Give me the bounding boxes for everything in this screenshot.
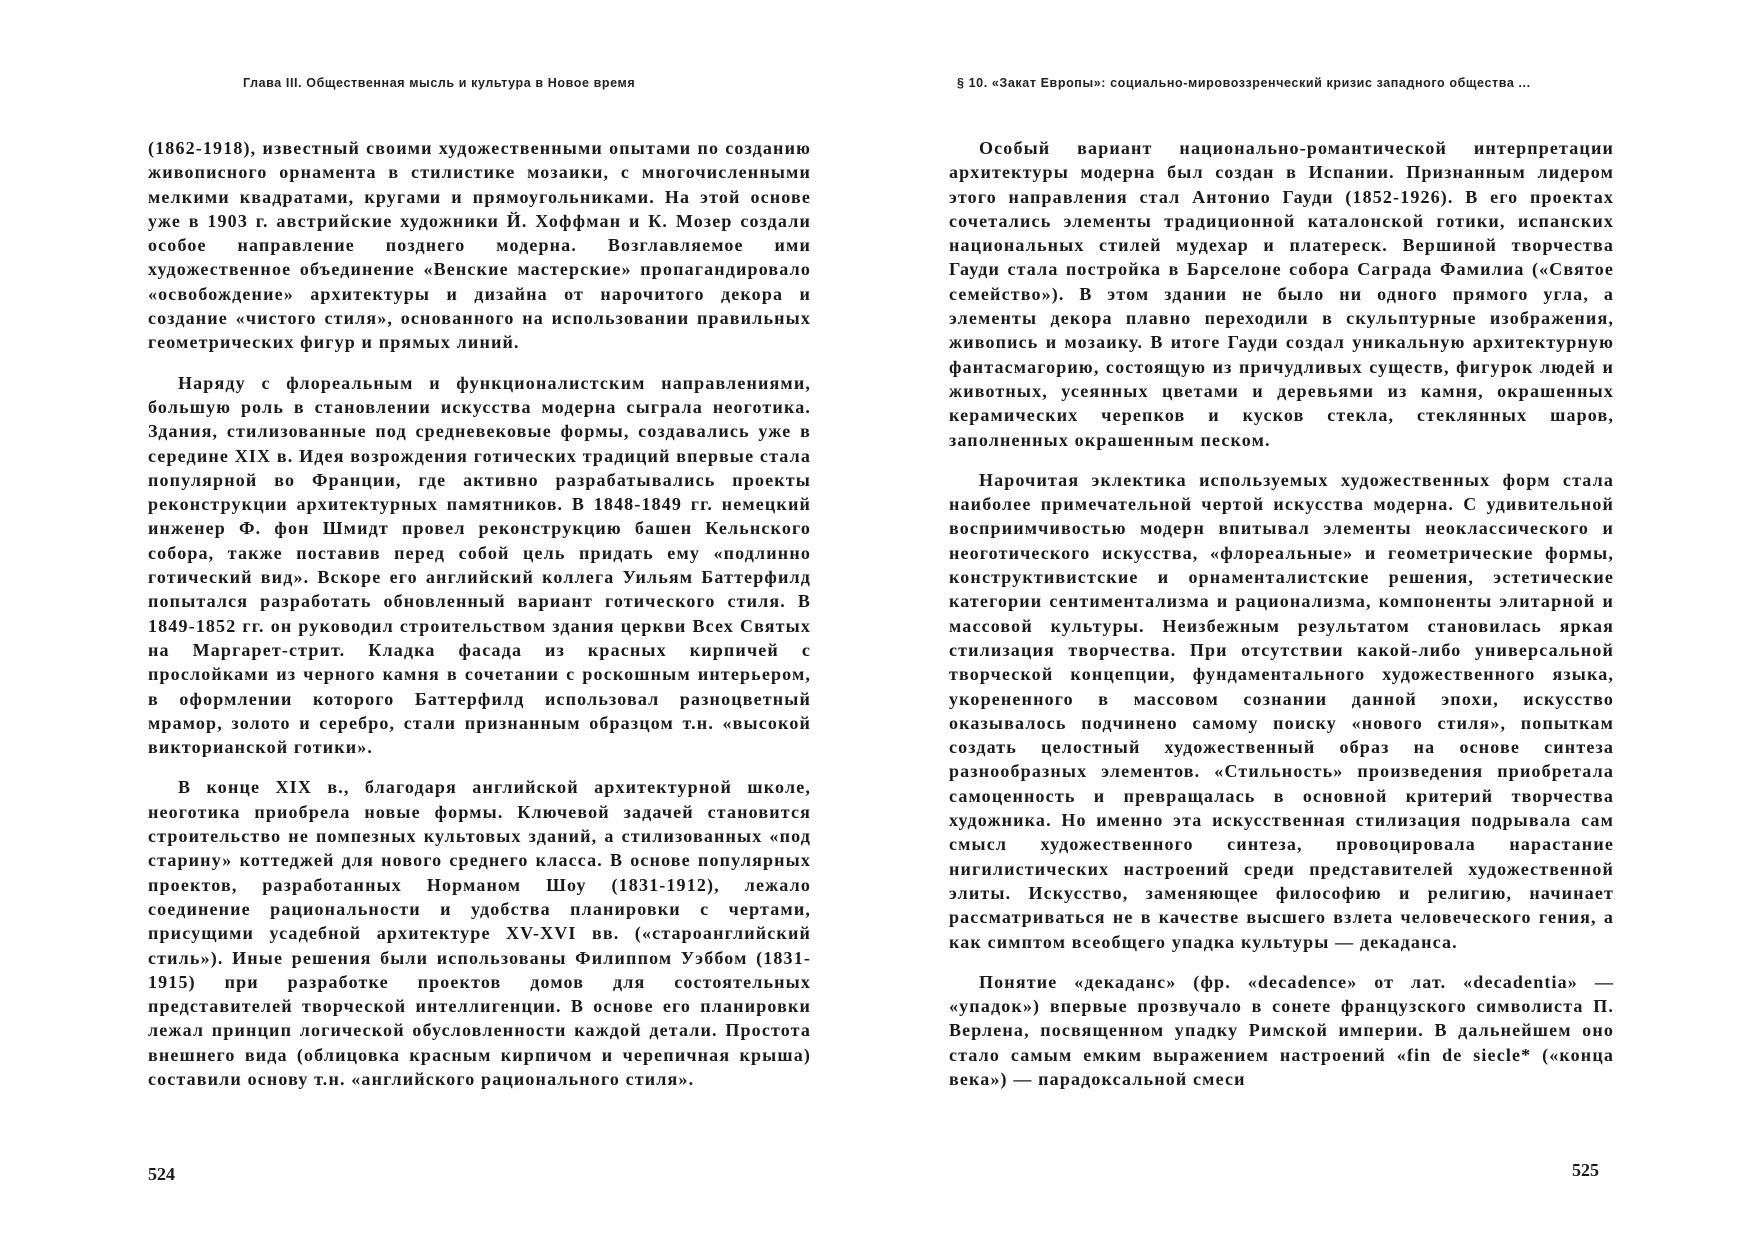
- paragraph: Особый вариант национально-романтической интерпретации архитектуры модерна был создан в Испании. Признанным лидером этого направления стал Антонио Гауди (1852-1926). В его проектах сочетались элементы традиционной каталонской готики, испанских национальных стилей мудехар и платереск. Вершиной творчества Гауди стала постройка в Барселоне собора Саграда Фамилиа («Святое семейство»). В этом здании не было ни одного прямого угла, а элементы декора плавно переходили в скульптурные изображения, живопись и мозаику. В итоге Гауди создал уникальную архитектурную фантасмагорию, состоящую из причудливых существ, фигурок людей и животных, усеянных цветами и деревьями из камня, окрашенных керамических черепков и кусков стекла, стеклянных шаров, заполненных окрашенным песком.: [949, 138, 1614, 450]
- paragraph: Наряду с флореальным и функционалистским направлениями, большую роль в становлении искусства модерна сыграла неоготика. Здания, стилизованные под средневековые формы, создавались уже в середине XIX в. Идея возрождения готических традиций впервые стала популярной во Франции, где активно разрабатывались проекты реконструкции архитектурных памятников. В 1848-1849 гг. немецкий инженер Ф. фон Шмидт провел реконструкцию башен Кельнского собора, также поставив перед собой цель придать ему «подлинно готический вид». Вскоре его английский коллега Уильям Баттерфилд попытался разработать обновленный вариант готического стиля. В 1849-1852 гг. он руководил строительством здания церкви Всех Святых на Маргарет-стрит. Кладка фасада из красных кирпичей с прослойками из черного камня в сочетании с роскошным интерьером, в оформлении которого Баттерфилд использовал разноцветный мрамор, золото и серебро, стали признанным образцом т.н. «высокой викторианской готики».: [148, 372, 811, 758]
- paragraph: (1862-1918), известный своими художественными опытами по созданию живописного орнамента в стилистике мозаики, с многочисленными мелкими квадратами, кругами и прямоугольниками. На этой основе уже в 1903 г. австрийские художники Й. Хоффман и К. Мозер создали особое направление позднего модерна. Возглавляемое ими художественное объединение «Венские мастерские» пропагандировало «освобождение» архитектуры и дизайна от нарочитого декора и создание «чистого стиля», основанного на использовании правильных геометрических фигур и прямых линий.: [148, 138, 811, 353]
- body-text: [148, 136, 811, 1107]
- page-number: 524: [148, 1164, 175, 1184]
- paragraph: В конце XIX в., благодаря английской архитектурной школе, неоготика приобрела новые формы. Ключевой задачей становится строительство не помпезных культовых зданий, а стилизованных «под старину» коттеджей для нового среднего класса. В основе популярных проектов, разработанных Норманом Шоу (1831-1912), лежало соединение рациональности и удобства планировки с чертами, присущими усадебной архитектуре XV-XVI вв. («староанглийский стиль»). Иные решения были использованы Филиппом Уэббом (1831-1915) при разработке проектов домов для состоятельных представителей творческой интеллигенции. В основе его планировки лежал принцип логической обусловленности каждой детали. Простота внешнего вида (облицовка красным кирпичом и черепичная крыша) составили основу т.н. «английского рационального стиля».: [148, 777, 811, 1089]
- running-head: § 10. «Закат Европы»: социально-мировоззренческий кризис западного общества ...: [957, 76, 1531, 90]
- running-head: Глава III. Общественная мысль и культура в Новое время: [243, 76, 636, 90]
- right-page: [877, 0, 1754, 1239]
- body-text: [949, 136, 1614, 1107]
- paragraph: Понятие «декаданс» (фр. «decadence» от лат. «decadentia» — «упадок») впервые прозвучало в сонете французского символиста П. Верлена, посвященном упадку Римской империи. В дальнейшем оно стало самым емким выражением настроений «fin de siecle* («конца века») — парадоксальной смеси: [949, 971, 1614, 1089]
- page-number: 525: [1572, 1160, 1599, 1180]
- paragraph: Нарочитая эклектика используемых художественных форм стала наиболее примечательной чертой искусства модерна. С удивительной восприимчивостью модерн впитывал элементы неоклассического и неоготического искусства, «флореальные» и геометрические формы, конструктивистские и орнаменталистские решения, эстетические категории сентиментализма и рационализма, компоненты элитарной и массовой культуры. Неизбежным результатом становилась яркая стилизация творчества. При отсутствии какой-либо универсальной творческой концепции, фундаментального художественного языка, укорененного в массовом сознании данной эпохи, искусство оказывалось подчинено самому поиску «нового стиля», попыткам создать целостный художественный образ на основе синтеза разнообразных элементов. «Стильность» произведения приобретала самоценность и превращалась в основной критерий творчества художника. Но именно эта искусственная стилизация подрывала сам смысл художественного синтеза, провоцировала нарастание нигилистических настроений среди представителей художественной элиты. Искусство, заменяющее философию и религию, начинает рассматриваться не в качестве высшего взлета человеческого гения, а как симптом всеобщего упадка культуры — декаданса.: [949, 469, 1614, 952]
